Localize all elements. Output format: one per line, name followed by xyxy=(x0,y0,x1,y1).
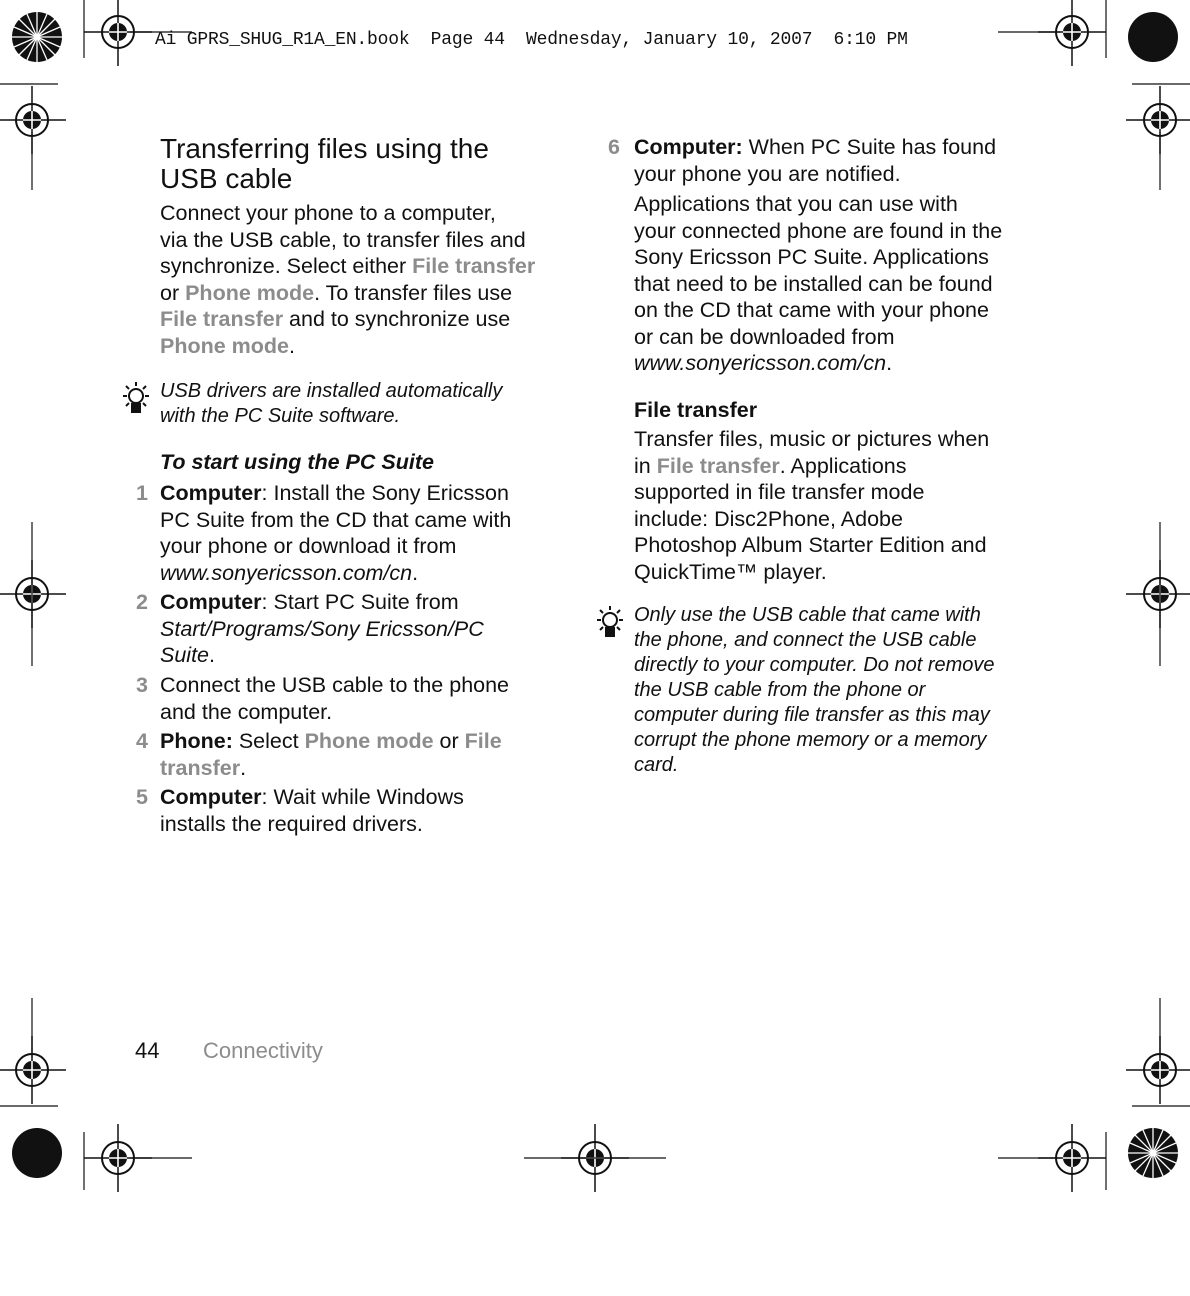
registration-mark-icon xyxy=(1126,1036,1190,1104)
steps-list xyxy=(136,480,570,840)
left-tip: USB drivers are installed automatically with the PC Suite software. xyxy=(160,380,503,427)
step-3: 3 Connect the USB cable to the phone and the computer. xyxy=(136,673,510,724)
registration-mark-icon xyxy=(0,86,66,154)
menu-item-phone-mode: Phone mode xyxy=(304,729,434,753)
section-title-line: USB cable xyxy=(160,163,293,194)
step-5: 5 Computer: Wait while Windows installs the required drivers. xyxy=(136,785,464,836)
right-column xyxy=(608,134,1044,585)
left-column xyxy=(160,134,570,359)
menu-item-file-transfer: File transfer xyxy=(412,254,536,278)
step-1: 1 Computer: Install the Sony Ericsson PC Suite from the CD that came with your phone or download it from www.sonyericsson.com/cn. xyxy=(136,481,512,585)
registration-mark-icon xyxy=(1126,86,1190,154)
menu-item-phone-mode: Phone mode xyxy=(185,280,315,305)
website-link: www.sonyericsson.com/cn xyxy=(160,560,413,585)
lightbulb-tip-icon xyxy=(118,380,154,420)
intro-paragraph: Connect your phone to a computer, via the USB cable, to transfer files and synchronize. Select either File transfer or Phone mode. To transfer files use File transfer and to synchronize use Phone mode. xyxy=(160,201,536,358)
section-name: Connectivity xyxy=(203,1038,323,1063)
step-4: 4 Phone: Select Phone mode or File transfer. xyxy=(136,729,502,780)
registration-mark-icon xyxy=(0,560,66,628)
step-2: 2 Computer: Start PC Suite from Start/Programs/Sony Ericsson/PC Suite. xyxy=(136,590,484,667)
starburst-mark-icon xyxy=(1128,1128,1178,1178)
applications-paragraph: Applications that you can use with your connected phone are found in the Sony Ericsson PC Suite. Applications that need to be installed can be found on the CD that came with your phone or can be downloaded from www.sonyericsson.com/cn. xyxy=(634,192,1003,375)
menu-item-phone-mode: Phone mode xyxy=(160,333,290,358)
section-title-line: Transferring files using the xyxy=(160,133,489,164)
solid-dot-mark-icon xyxy=(12,1128,62,1178)
menu-item-file-transfer: File transfer xyxy=(656,453,780,478)
registration-mark-icon xyxy=(0,1036,66,1104)
steps-subheading: To start using the PC Suite xyxy=(160,450,434,474)
starburst-mark-icon xyxy=(12,12,62,62)
menu-item-file-transfer: File xyxy=(464,729,502,753)
file-transfer-paragraph: Transfer files, music or pictures when in File transfer. Applications supported in file transfer mode include: Disc2Phone, Adobe Photoshop Album Starter Edition and QuickTime™ player. xyxy=(634,427,990,584)
file-transfer-heading: File transfer xyxy=(634,397,758,422)
step-6: 6 Computer: When PC Suite has found your phone you are notified. xyxy=(608,135,997,186)
right-tip: Only use the USB cable that came with the phone, and connect the USB cable directly to your computer. Do not remove the USB cable from the phone or computer during file transfer as this may corrupt the phone memory or a memory card. xyxy=(634,604,995,776)
book-header: Ai GPRS_SHUG_R1A_EN.book Page 44 Wednesday, January 10, 2007 6:10 PM xyxy=(155,30,908,50)
section-title xyxy=(160,134,570,194)
registration-mark-icon xyxy=(1126,560,1190,628)
solid-dot-mark-icon xyxy=(1128,12,1178,62)
page-number: 44 xyxy=(135,1038,160,1063)
menu-item-file-transfer: File transfer xyxy=(160,307,284,331)
registration-mark-icon xyxy=(1038,0,1106,66)
lightbulb-tip-icon xyxy=(592,604,628,644)
registration-mark-icon xyxy=(84,0,152,66)
website-link: www.sonyericsson.com/cn xyxy=(634,351,887,375)
